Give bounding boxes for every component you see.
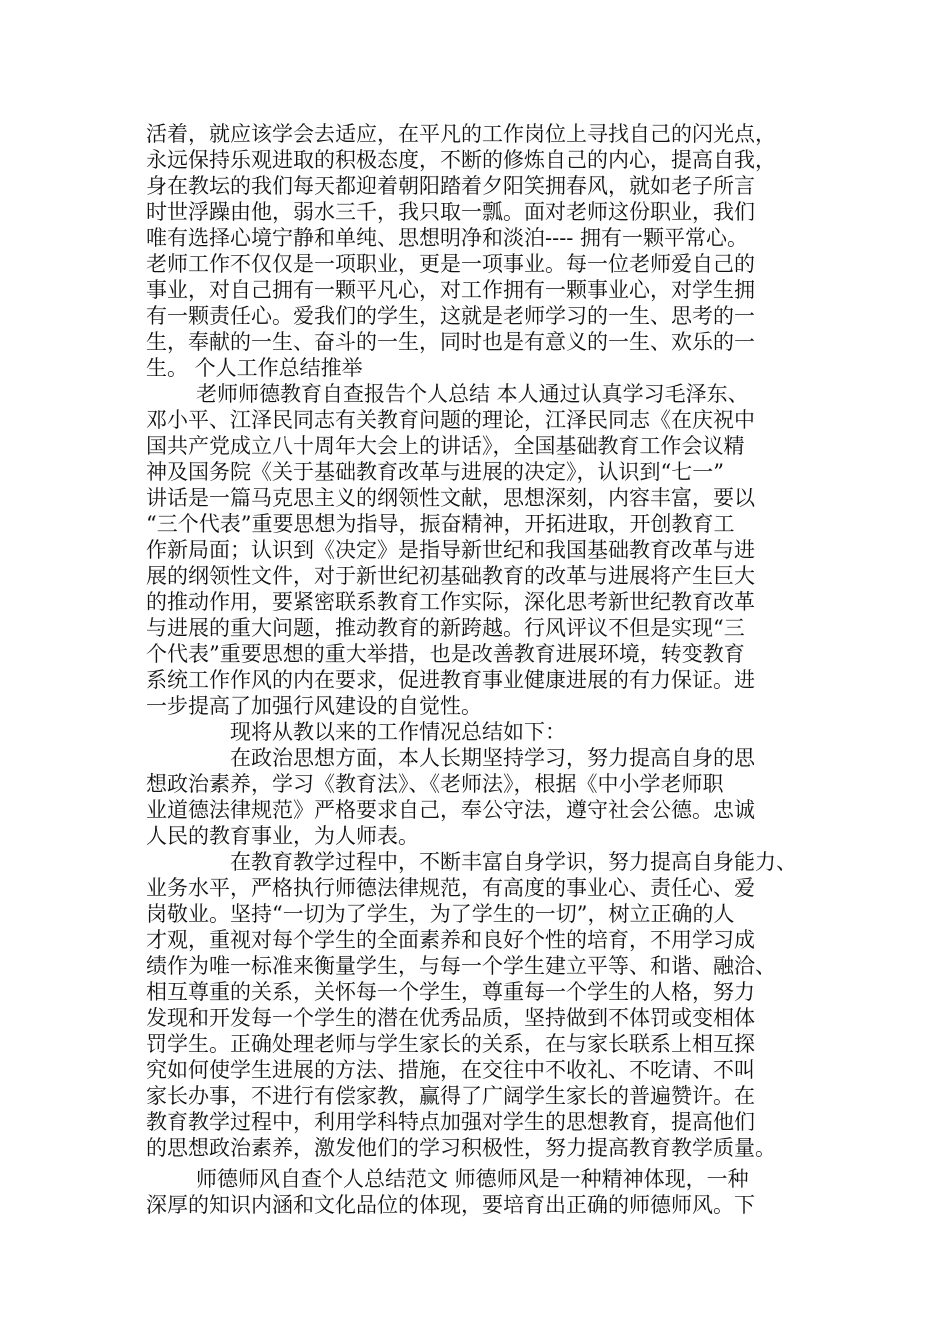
- text-line: 业道德法律规范》严格要求自己，奉公守法，遵守社会公德。忠诚: [146, 798, 755, 822]
- text-line: 岗敬业。坚持“一切为了学生，为了学生的一切”，树立正确的人: [146, 902, 735, 926]
- text-line: 讲话是一篇马克思主义的纲领性文献，思想深刻，内容丰富，要以: [146, 486, 755, 510]
- text-line: 一步提高了加强行风建设的自觉性。: [146, 694, 482, 718]
- text-line: 生，奉献的一生、奋斗的一生，同时也是有意义的一生、欢乐的一: [146, 330, 755, 354]
- text-line: 现将从教以来的工作情况总结如下：: [230, 720, 566, 744]
- text-line: “三个代表”重要思想为指导，振奋精神，开拓进取，开创教育工: [146, 512, 735, 536]
- document-body: [146, 121, 810, 1161]
- text-line: 老师工作不仅仅是一项职业，更是一项事业。每一位老师爱自己的: [146, 252, 755, 276]
- text-line: 个代表”重要思想的重大举措，也是改善教育进展环境，转变教育: [146, 642, 745, 666]
- text-line: 师德师风自查个人总结范文 师德师风是一种精神体现，一种: [196, 1167, 749, 1191]
- text-line: 有一颗责任心。爱我们的学生，这就是老师学习的一生、思考的一: [146, 304, 755, 328]
- text-line: 身在教坛的我们每天都迎着朝阳踏着夕阳笑拥春风，就如老子所言: [146, 174, 755, 198]
- paragraph: [146, 849, 810, 1161]
- text-line: 永远保持乐观进取的积极态度，不断的修炼自己的内心，提高自我，: [146, 148, 776, 172]
- text-line: 神及国务院《关于基础教育改革与进展的决定》，认识到“七一”: [146, 460, 724, 484]
- text-line: 才观，重视对每个学生的全面素养和良好个性的培育，不用学习成: [146, 928, 755, 952]
- text-line: 业务水平，严格执行师德法律规范，有高度的事业心、责任心、爱: [146, 876, 755, 900]
- text-line: 与进展的重大问题，推动教育的新跨越。行风评议不但是实现“三: [146, 616, 745, 640]
- paragraph: [146, 719, 810, 745]
- text-line: 罚学生。正确处理老师与学生家长的关系，在与家长联系上相互探: [146, 1032, 755, 1056]
- text-line: 时世浮躁由他，弱水三千，我只取一瓢。面对老师这份职业，我们: [146, 200, 755, 224]
- text-line: 人民的教育事业，为人师表。: [146, 824, 419, 848]
- text-line: 绩作为唯一标准来衡量学生，与每一个学生建立平等、和谐、融洽、: [146, 954, 776, 978]
- text-line: 老师师德教育自查报告个人总结 本人通过认真学习毛泽东、: [196, 382, 749, 406]
- text-line: 展的纲领性文件，对于新世纪初基础教育的改革与进展将产生巨大: [146, 564, 755, 588]
- text-line: 活着，就应该学会去适应，在平凡的工作岗位上寻找自己的闪光点，: [146, 122, 776, 146]
- text-line: 作新局面；认识到《决定》是指导新世纪和我国基础教育改革与进: [146, 538, 755, 562]
- paragraph: [146, 1166, 810, 1218]
- paragraph: [146, 381, 810, 719]
- text-line: 唯有选择心境宁静和单纯、思想明净和淡泊---- 拥有一颗平常心。: [146, 226, 749, 250]
- paragraph: [146, 745, 810, 849]
- text-line: 的思想政治素养，激发他们的学习积极性，努力提高教育教学质量。: [146, 1136, 776, 1160]
- text-line: 究如何使学生进展的方法、措施，在交往中不收礼、不吃请、不叫: [146, 1058, 755, 1082]
- text-line: 教育教学过程中，利用学科特点加强对学生的思想教育，提高他们: [146, 1110, 755, 1134]
- text-line: 在教育教学过程中，不断丰富自身学识，努力提高自身能力、: [230, 850, 797, 874]
- text-line: 的推动作用，要紧密联系教育工作实际，深化思考新世纪教育改革: [146, 590, 755, 614]
- text-line: 邓小平、江泽民同志有关教育问题的理论，江泽民同志《在庆祝中: [146, 408, 755, 432]
- text-line: 深厚的知识内涵和文化品位的体现，要培育出正确的师德师风。下: [146, 1193, 755, 1217]
- text-line: 家长办事，不进行有偿家教，赢得了广阔学生家长的普遍赞许。在: [146, 1084, 755, 1108]
- document-body-continued: [146, 1166, 810, 1218]
- text-line: 事业，对自己拥有一颗平凡心，对工作拥有一颗事业心，对学生拥: [146, 278, 755, 302]
- paragraph: [146, 121, 810, 381]
- text-line: 想政治素养，学习《教育法》、《老师法》，根据《中小学老师职: [146, 772, 724, 796]
- text-line: 在政治思想方面，本人长期坚持学习，努力提高自身的思: [230, 746, 755, 770]
- text-line: 系统工作作风的内在要求，促进教育事业健康进展的有力保证。进: [146, 668, 755, 692]
- text-line: 国共产党成立八十周年大会上的讲话》，全国基础教育工作会议精: [146, 434, 745, 458]
- text-line: 生。 个人工作总结推举: [146, 356, 363, 380]
- text-line: 相互尊重的关系，关怀每一个学生，尊重每一个学生的人格，努力: [146, 980, 755, 1004]
- text-line: 发现和开发每一个学生的潜在优秀品质，坚持做到不体罚或变相体: [146, 1006, 755, 1030]
